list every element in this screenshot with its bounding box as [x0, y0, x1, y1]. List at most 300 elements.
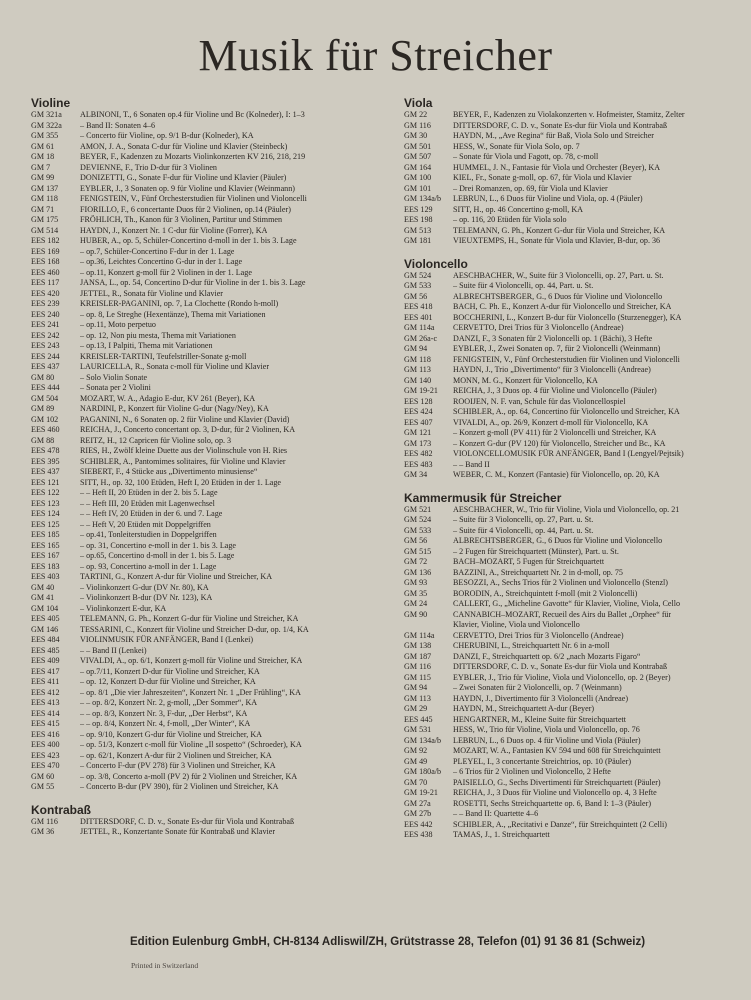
catalog-description: ROOIJEN, N. F. van, Schule für das Violoncellospiel [453, 396, 626, 406]
left-column [31, 96, 386, 838]
catalog-description: – op.41, Tonleiterstudien in Doppelgriffen [80, 530, 217, 539]
catalog-number: EES 417 [31, 666, 60, 676]
catalog-entry [404, 152, 744, 163]
catalog-description: – op. 9/10, Konzert G-dur für Violine und Streicher, KA [80, 729, 263, 739]
catalog-entry [404, 725, 744, 736]
catalog-number: GM 22 [404, 110, 428, 119]
catalog-entry [404, 820, 744, 831]
catalog-description: – 6 Trios für 2 Violinen und Violoncello, 2 Hefte [453, 767, 611, 776]
catalog-description: – op.11, Konzert g-moll für 2 Violinen in der 1. Lage [80, 267, 252, 277]
catalog-description: – Suite für 4 Violoncelli, op. 44, Part. u. St. [453, 525, 594, 535]
catalog-description: BEYER, F., Kadenzen zu Mozarts Violinkonzerten KV 216, 218, 219 [80, 152, 306, 161]
catalog-number: EES 401 [404, 312, 433, 322]
catalog-entry [31, 121, 386, 132]
catalog-description: DEVIENNE, F., Trio D-dur für 3 Violinen [80, 162, 217, 172]
catalog-number: EES 124 [31, 509, 60, 518]
catalog-entry [404, 599, 744, 610]
catalog-number: GM 533 [404, 281, 432, 290]
catalog-entry [31, 373, 386, 384]
catalog-description: HESS, W., Sonate für Viola Solo, op. 7 [453, 141, 580, 151]
catalog-number: GM 94 [404, 344, 428, 353]
catalog-description: – op. 12, Non piu mesta, Thema mit Variationen [80, 330, 236, 340]
catalog-description: – Konzert G-dur (PV 120) für Violoncello, Streicher und Bc., KA [453, 438, 666, 448]
catalog-entry [404, 236, 744, 247]
catalog-description: CANNABICH–MOZART, Recueil des Airs du Ballet „Orphee“ für [453, 609, 672, 619]
catalog-number: GM 94 [404, 683, 428, 692]
catalog-entry [31, 425, 386, 436]
catalog-number: GM 113 [404, 693, 431, 703]
catalog-description: HUMMEL, J. N., Fantasie für Viola und Orchester (Beyer), KA [453, 162, 661, 172]
catalog-number: GM 524 [404, 270, 432, 280]
right-column [404, 96, 744, 841]
catalog-number: EES 442 [404, 819, 433, 829]
catalog-entry [31, 677, 386, 688]
catalog-description: – Sonate für Viola und Fagott, op. 78, c-moll [453, 152, 599, 161]
catalog-entry [404, 355, 744, 366]
catalog-number: GM 355 [31, 131, 59, 140]
catalog-description: BACH–MOZART, 5 Fugen für Streichquartett [453, 557, 605, 566]
catalog-number: EES 122 [31, 488, 60, 497]
catalog-number: GM 35 [404, 588, 428, 598]
catalog-number: GM 531 [404, 725, 432, 734]
catalog-description: DONIZETTI, G., Sonate F-dur für Violine und Klavier (Päuler) [80, 173, 287, 182]
section-heading: Viola [404, 96, 433, 110]
catalog-entry [404, 407, 744, 418]
catalog-entry [31, 467, 386, 478]
catalog-description: CERVETTO, Drei Trios für 3 Violoncello (Andreae) [453, 323, 624, 332]
catalog-entry [31, 635, 386, 646]
catalog-number: GM 114a [404, 630, 435, 640]
catalog-number: GM 181 [404, 236, 432, 245]
catalog-number: GM 134a/b [404, 194, 442, 203]
catalog-description: FIORILLO, F., 6 concertante Duos für 2 Violinen, op.14 (Päuler) [80, 204, 291, 214]
catalog-entry [31, 142, 386, 153]
catalog-number: EES 484 [31, 635, 60, 644]
catalog-number: EES 470 [31, 761, 60, 770]
catalog-number: GM 80 [31, 372, 55, 382]
catalog-number: EES 485 [31, 645, 60, 655]
catalog-entry [404, 673, 744, 684]
catalog-description: FENIGSTEIN, V., Fünf Orchesterstudien für Violinen und Violoncelli [80, 194, 307, 203]
catalog-number: GM 29 [404, 704, 428, 713]
catalog-number: GM 116 [404, 662, 431, 671]
catalog-description: EYBLER, J., Zwei Sonaten op. 7, für 2 Violoncelli (Weinmann) [453, 344, 661, 353]
catalog-entry [31, 457, 386, 468]
catalog-number: EES 407 [404, 417, 433, 427]
catalog-number: GM 173 [404, 438, 432, 448]
catalog-description: HUBER, A., op. 5, Schüler-Concertino d-moll in der 1. bis 3. Lage [80, 236, 297, 245]
catalog-entry [31, 583, 386, 594]
catalog-number: GM 90 [404, 609, 428, 619]
catalog-number: EES 409 [31, 656, 60, 665]
catalog-entry [404, 799, 744, 810]
catalog-description: – Concerto B-dur (PV 390), für 2 Violinen und Streicher, KA [80, 782, 279, 791]
catalog-entry [404, 788, 744, 799]
catalog-entry [404, 610, 744, 621]
catalog-number: EES 183 [31, 561, 60, 571]
catalog-number: GM 533 [404, 525, 432, 535]
catalog-entry [31, 163, 386, 174]
catalog-number: EES 482 [404, 449, 433, 458]
catalog-description: WEBER, C. M., Konzert (Fantasie) für Violoncello, op. 20, KA [453, 470, 660, 479]
catalog-number: GM 55 [31, 782, 55, 791]
catalog-number: GM 524 [404, 515, 432, 524]
catalog-description: FENIGSTEIN, V., Fünf Orchesterstudien für Violinen und Violoncelli [453, 354, 680, 364]
catalog-description: PAGANINI, N., 6 Sonaten op. 2 für Violine und Klavier (David) [80, 414, 290, 424]
catalog-number: EES 420 [31, 288, 60, 298]
catalog-number: GM 27a [404, 798, 431, 808]
catalog-entry [404, 226, 744, 237]
catalog-number: EES 416 [31, 729, 60, 739]
catalog-description: TESSARINI, C., Konzert für Violine und Streicher D-dur, op. 1/4, KA [80, 624, 309, 634]
catalog-number: GM 56 [404, 291, 428, 301]
catalog-description: – op.36, Leichtes Concertino G-dur in der 1. Lage [80, 257, 243, 266]
catalog-entry [404, 568, 744, 579]
catalog-description: – – op. 8/4, Konzert Nr. 4, f-moll, „Der Winter“, KA [80, 719, 251, 728]
catalog-number: EES 182 [31, 236, 60, 245]
catalog-entry [31, 604, 386, 615]
catalog-number: EES 478 [31, 446, 60, 455]
catalog-entry [404, 313, 744, 324]
catalog-entry [31, 110, 386, 121]
catalog-description: – Violinkonzert B-dur (DV Nr. 123), KA [80, 593, 213, 602]
catalog-description: – – Band II (Lenkei) [80, 645, 147, 655]
catalog-entry [404, 439, 744, 450]
catalog-description: JANSA, L., op. 54, Concertino D-dur für Violine in der 1. bis 3. Lage [80, 278, 306, 287]
catalog-description: – – Heft II, 20 Etüden in der 2. bis 5. Lage [80, 488, 218, 497]
catalog-entry [404, 704, 744, 715]
catalog-number: EES 460 [31, 267, 60, 277]
catalog-number: EES 117 [31, 278, 60, 287]
catalog-entry [404, 205, 744, 216]
catalog-entry [31, 667, 386, 678]
catalog-number: EES 123 [31, 498, 60, 508]
catalog-entry [31, 730, 386, 741]
catalog-entry [31, 740, 386, 751]
catalog-entry [31, 772, 386, 783]
catalog-number: EES 168 [31, 257, 60, 266]
catalog-entry [31, 194, 386, 205]
catalog-number: GM 36 [31, 827, 55, 836]
catalog-entry [404, 652, 744, 663]
catalog-number: EES 437 [31, 467, 60, 476]
catalog-entry [404, 547, 744, 558]
catalog-entry [404, 173, 744, 184]
catalog-number: EES 413 [31, 698, 60, 707]
catalog-description: BOCCHERINI, L., Konzert B-dur für Violoncello (Sturzenegger), KA [453, 312, 682, 322]
catalog-description: – op. 12, Konzert D-dur für Violine und Streicher, KA [80, 677, 256, 686]
catalog-entry [31, 446, 386, 457]
catalog-description: – op.13, I Palpiti, Thema mit Variationen [80, 341, 213, 350]
catalog-entry [31, 572, 386, 583]
catalog-description: TARTINI, G., Konzert A-dur für Violine und Streicher, KA [80, 572, 273, 581]
catalog-entry [404, 631, 744, 642]
catalog-description: SCHIBLER, A., Pantomimes solitaires, für Violine und Klavier [80, 456, 286, 466]
catalog-number: GM 121 [404, 428, 432, 437]
catalog-number: EES 414 [31, 708, 60, 718]
catalog-entry [404, 736, 744, 747]
catalog-entry [31, 719, 386, 730]
catalog-description: – – Band II [453, 459, 490, 469]
catalog-description: HAYDN, J., Divertimento für 3 Violoncelli (Andreae) [453, 693, 629, 703]
catalog-description: REITZ, H., 12 Capricen für Violine solo, op. 3 [80, 435, 232, 445]
catalog-description: VIOLONCELLOMUSIK FÜR ANFÄNGER, Band I (Lengyel/Pejtsik) [453, 449, 684, 458]
section-heading: Kammermusik für Streicher [404, 490, 562, 505]
catalog-number: EES 403 [31, 572, 60, 581]
catalog-entry [404, 620, 744, 631]
catalog-number: GM 26a-c [404, 333, 438, 343]
catalog-description: – op. 8/1 „Die vier Jahreszeiten“, Konzert Nr. 1 „Der Frühling“, KA [80, 687, 301, 697]
catalog-entry [31, 215, 386, 226]
catalog-description: BEYER, F., Kadenzen zu Violakonzerten v. Hofmeister, Stamitz, Zelter [453, 110, 685, 119]
catalog-description: – – op. 8/3, Konzert Nr. 3, F-dur, „Der Herbst“, KA [80, 708, 248, 718]
catalog-entry [31, 782, 386, 793]
catalog-description: – Violinkonzert E-dur, KA [80, 603, 167, 613]
catalog-entry [31, 520, 386, 531]
catalog-number [404, 620, 453, 631]
catalog-number: EES 423 [31, 750, 60, 760]
catalog-description: RIES, H., Zwölf kleine Duette aus der Violinschule von H. Ries [80, 446, 288, 455]
catalog-number: EES 125 [31, 519, 60, 529]
catalog-description: AESCHBACHER, W., Suite für 3 Violoncelli, op. 27, Part. u. St. [453, 270, 664, 280]
catalog-entry [31, 488, 386, 499]
catalog-number: GM 71 [31, 204, 55, 214]
catalog-description: VIEUXTEMPS, H., Sonate für Viola und Klavier, B-dur, op. 36 [453, 236, 661, 245]
catalog-number: EES 165 [31, 540, 60, 550]
catalog-entry [31, 352, 386, 363]
catalog-description: SCHIBLER, A., op. 64, Concertino für Violoncello und Streicher, KA [453, 407, 680, 416]
catalog-number: EES 412 [31, 687, 60, 697]
catalog-entry [404, 163, 744, 174]
catalog-number: EES 483 [404, 459, 433, 469]
catalog-number: GM 102 [31, 414, 59, 424]
catalog-number: GM 514 [31, 225, 59, 235]
catalog-number: EES 445 [404, 714, 433, 724]
catalog-entry [404, 662, 744, 673]
catalog-number: GM 100 [404, 173, 432, 182]
catalog-number: GM 116 [31, 816, 58, 826]
catalog-description: CHERUBINI, L., Streichquartett Nr. 6 in a-moll [453, 641, 610, 650]
catalog-description: – – op. 8/2, Konzert Nr. 2, g-moll, „Der Sommer“, KA [80, 698, 258, 707]
catalog-description: MONN, M. G., Konzert für Violoncello, KA [453, 375, 598, 385]
catalog-entry [404, 505, 744, 516]
catalog-number: GM 164 [404, 162, 432, 172]
section-heading: Violoncello [404, 256, 468, 271]
catalog-description: BAZZINI, A., Streichquartett Nr. 2 in d-moll, op. 75 [453, 567, 623, 577]
catalog-number: EES 185 [31, 530, 60, 539]
catalog-description: BORODIN, A., Streichquintett f-moll (mit 2 Violoncelli) [453, 588, 638, 598]
catalog-number: GM 93 [404, 578, 428, 587]
catalog-entry [404, 397, 744, 408]
catalog-entry [404, 428, 744, 439]
catalog-description: – Violinkonzert G-dur (DV Nr. 80), KA [80, 582, 209, 592]
catalog-entry [31, 478, 386, 489]
catalog-entry [31, 152, 386, 163]
catalog-description: VIVALDI, A., op. 26/9, Konzert d-moll für Violoncello, KA [453, 417, 649, 427]
catalog-entry [31, 646, 386, 657]
catalog-number: GM 322a [31, 120, 62, 130]
catalog-number: GM 101 [404, 183, 432, 193]
catalog-entry [404, 767, 744, 778]
catalog-description: – Sonata per 2 Violini [80, 383, 151, 392]
catalog-entry [31, 184, 386, 195]
catalog-description: TELEMANN, G. Ph., Konzert G-dur für Viola und Streicher, KA [453, 225, 666, 235]
catalog-entry [31, 331, 386, 342]
catalog-description: ROSETTI, Sechs Streichquartette op. 6, Band I: 1–3 (Päuler) [453, 798, 652, 808]
catalog-entry [404, 184, 744, 195]
catalog-entry [404, 515, 744, 526]
catalog-description: FRÖHLICH, Th., Kanon für 3 Violinen, Partitur und Stimmen [80, 215, 282, 224]
catalog-number: EES 411 [31, 677, 60, 686]
catalog-number: EES 121 [31, 477, 60, 487]
catalog-description: LEBRUN, L., 6 Duos für Violine und Viola, op. 4 (Päuler) [453, 194, 643, 203]
catalog-entry [404, 830, 744, 841]
catalog-description: – Concerto für Violine, op. 9/1 B-dur (Kolneder), KA [80, 131, 254, 140]
catalog-number: EES 460 [31, 425, 60, 434]
catalog-description: – Suite für 4 Violoncelli, op. 44, Part. u. St. [453, 281, 594, 290]
catalog-entry [404, 460, 744, 471]
catalog-number: GM 18 [31, 152, 55, 161]
catalog-number: GM 501 [404, 141, 432, 151]
catalog-number: GM 504 [31, 393, 59, 403]
catalog-entry [404, 641, 744, 652]
catalog-entry [31, 541, 386, 552]
catalog-number: GM 72 [404, 557, 428, 566]
catalog-number: GM 27b [404, 809, 432, 818]
catalog-entry [404, 757, 744, 768]
catalog-number: EES 242 [31, 330, 60, 340]
catalog-description: TAMAS, J., 1. Streichquartett [453, 830, 550, 839]
catalog-entry [31, 394, 386, 405]
catalog-entry [404, 778, 744, 789]
catalog-entry [31, 404, 386, 415]
catalog-description: SIEBERT, F., 4 Stücke aus „Divertimento minusiense“ [80, 467, 258, 476]
catalog-number: GM 118 [31, 194, 58, 203]
catalog-entry [404, 215, 744, 226]
catalog-description: MOZART, W. A., Fantasien KV 594 und 608 für Streichquintett [453, 746, 661, 755]
catalog-number: GM 134a/b [404, 735, 442, 745]
catalog-number: GM 89 [31, 404, 55, 413]
catalog-description: – op.11, Moto perpetuo [80, 320, 156, 329]
catalog-description: NARDINI, P., Konzert für Violine G-dur (Nagy/Ney), KA [80, 404, 269, 413]
catalog-description: PLEYEL, I., 3 concertante Streichtrios, op. 10 (Päuler) [453, 756, 632, 766]
catalog-entry [31, 593, 386, 604]
catalog-description: ALBRECHTSBERGER, G., 6 Duos für Violine und Violoncello [453, 536, 663, 545]
catalog-entry [404, 449, 744, 460]
catalog-number: GM 92 [404, 746, 428, 755]
catalog-description: REICHA, J., Concerto concertant op. 3, D-dur, für 2 Violinen, KA [80, 425, 296, 434]
catalog-description: BACH, C. Ph. E., Konzert A-dur für Violoncello und Streicher, KA [453, 302, 672, 311]
catalog-entry [31, 383, 386, 394]
catalog-number: GM 115 [404, 672, 431, 682]
catalog-number: GM 61 [31, 141, 55, 151]
catalog-number: GM 113 [404, 365, 431, 374]
catalog-description: EYBLER, J., 3 Sonaten op. 9 für Violine und Klavier (Weinmann) [80, 183, 295, 193]
catalog-entry [404, 589, 744, 600]
catalog-number: GM 49 [404, 756, 428, 766]
catalog-description: – – Heft V, 20 Etüden mit Doppelgriffen [80, 519, 211, 529]
catalog-entry [31, 236, 386, 247]
catalog-entry [31, 173, 386, 184]
catalog-entry [31, 278, 386, 289]
catalog-entry [404, 386, 744, 397]
catalog-number: GM 34 [404, 470, 428, 479]
catalog-number: EES 395 [31, 456, 60, 466]
catalog-description: – – Heft IV, 20 Etüden in der 6. und 7. Lage [80, 509, 223, 518]
catalog-entry [31, 625, 386, 636]
catalog-description: AESCHBACHER, W., Trio für Violine, Viola und Violoncello, op. 21 [453, 504, 680, 514]
catalog-description: ALBRECHTSBERGER, G., 6 Duos für Violine und Violoncello [453, 291, 663, 301]
catalog-entry [31, 499, 386, 510]
catalog-entry [404, 334, 744, 345]
catalog-number: EES 198 [404, 215, 433, 224]
catalog-description: – Band II: Sonaten 4–6 [80, 120, 156, 130]
catalog-number: GM 60 [31, 771, 55, 781]
catalog-description: – Zwei Sonaten für 2 Violoncelli, op. 7 (Weinmann) [453, 683, 622, 692]
catalog-number: EES 444 [31, 383, 60, 392]
catalog-number: GM 175 [31, 215, 59, 224]
catalog-entry [31, 551, 386, 562]
catalog-number: GM 118 [404, 354, 431, 364]
catalog-number: GM 321a [31, 110, 62, 119]
catalog-description: VIOLINMUSIK FÜR ANFÄNGER, Band I (Lenkei) [80, 635, 254, 644]
catalog-entry [31, 817, 386, 828]
catalog-entry [31, 562, 386, 573]
catalog-number: EES 437 [31, 362, 60, 371]
catalog-entry [31, 320, 386, 331]
catalog-number: EES 128 [404, 396, 433, 406]
catalog-description: JETTEL, R., Sonata für Violine und Klavier [80, 288, 223, 298]
catalog-description: MOZART, W. A., Adagio E-dur, KV 261 (Beyer), KA [80, 393, 256, 403]
catalog-entry [31, 614, 386, 625]
catalog-description: – Suite für 3 Violoncelli, op. 27, Part. u. St. [453, 515, 594, 524]
catalog-description: EYBLER, J., Trio für Violine, Viola und Violoncello, op. 2 (Beyer) [453, 672, 671, 682]
catalog-entry [31, 289, 386, 300]
catalog-number: EES 418 [404, 302, 433, 311]
catalog-description: – Concerto F-dur (PV 278) für 3 Violinen und Streicher, KA [80, 761, 276, 770]
catalog-number: EES 240 [31, 309, 60, 319]
catalog-entry [31, 530, 386, 541]
catalog-number: GM 24 [404, 599, 428, 608]
catalog-description: DITTERSDORF, C. D. v., Sonate Es-dur für Viola und Kontrabaß [453, 662, 668, 671]
catalog-entry [404, 323, 744, 334]
section-heading: Kontrabaß [31, 802, 91, 817]
catalog-description: – op. 51/3, Konzert c-moll für Violine „Il sospetto“ (Schroeder), KA [80, 740, 302, 749]
catalog-number: EES 239 [31, 299, 60, 308]
catalog-number: EES 400 [31, 740, 60, 749]
catalog-description: DANZI, F., 3 Sonaten für 2 Violoncelli op. 1 (Bächi), 3 Hefte [453, 333, 653, 343]
catalog-number: EES 167 [31, 551, 60, 560]
catalog-description: SCHIBLER, A., „Recitativi e Danze“, für Streichquintett (2 Celli) [453, 819, 667, 829]
catalog-entry [404, 694, 744, 705]
catalog-number: EES 244 [31, 351, 60, 361]
catalog-number: EES 438 [404, 830, 433, 839]
catalog-description: – Konzert g-moll (PV 411) für 2 Violoncelli und Streicher, KA [453, 428, 657, 437]
catalog-entry [31, 226, 386, 237]
catalog-entry [31, 509, 386, 520]
catalog-number: EES 129 [404, 204, 433, 214]
catalog-entry [404, 142, 744, 153]
catalog-number: GM 7 [31, 162, 51, 172]
catalog-entry [404, 715, 744, 726]
catalog-description: HAYDN, M., Streichquartett A-dur (Beyer) [453, 704, 595, 713]
catalog-number: GM 19-21 [404, 386, 438, 395]
catalog-description: HAYDN, J., Trio „Divertimento“ für 3 Violoncelli (Andreae) [453, 365, 651, 374]
catalog-number: GM 40 [31, 582, 55, 592]
catalog-description: VIVALDI, A., op. 6/1, Konzert g-moll für Violine und Streicher, KA [80, 656, 303, 665]
catalog-entry [31, 698, 386, 709]
catalog-description: HAYDN, M., „Ave Regina“ für Baß, Viola Solo und Streicher [453, 131, 654, 140]
